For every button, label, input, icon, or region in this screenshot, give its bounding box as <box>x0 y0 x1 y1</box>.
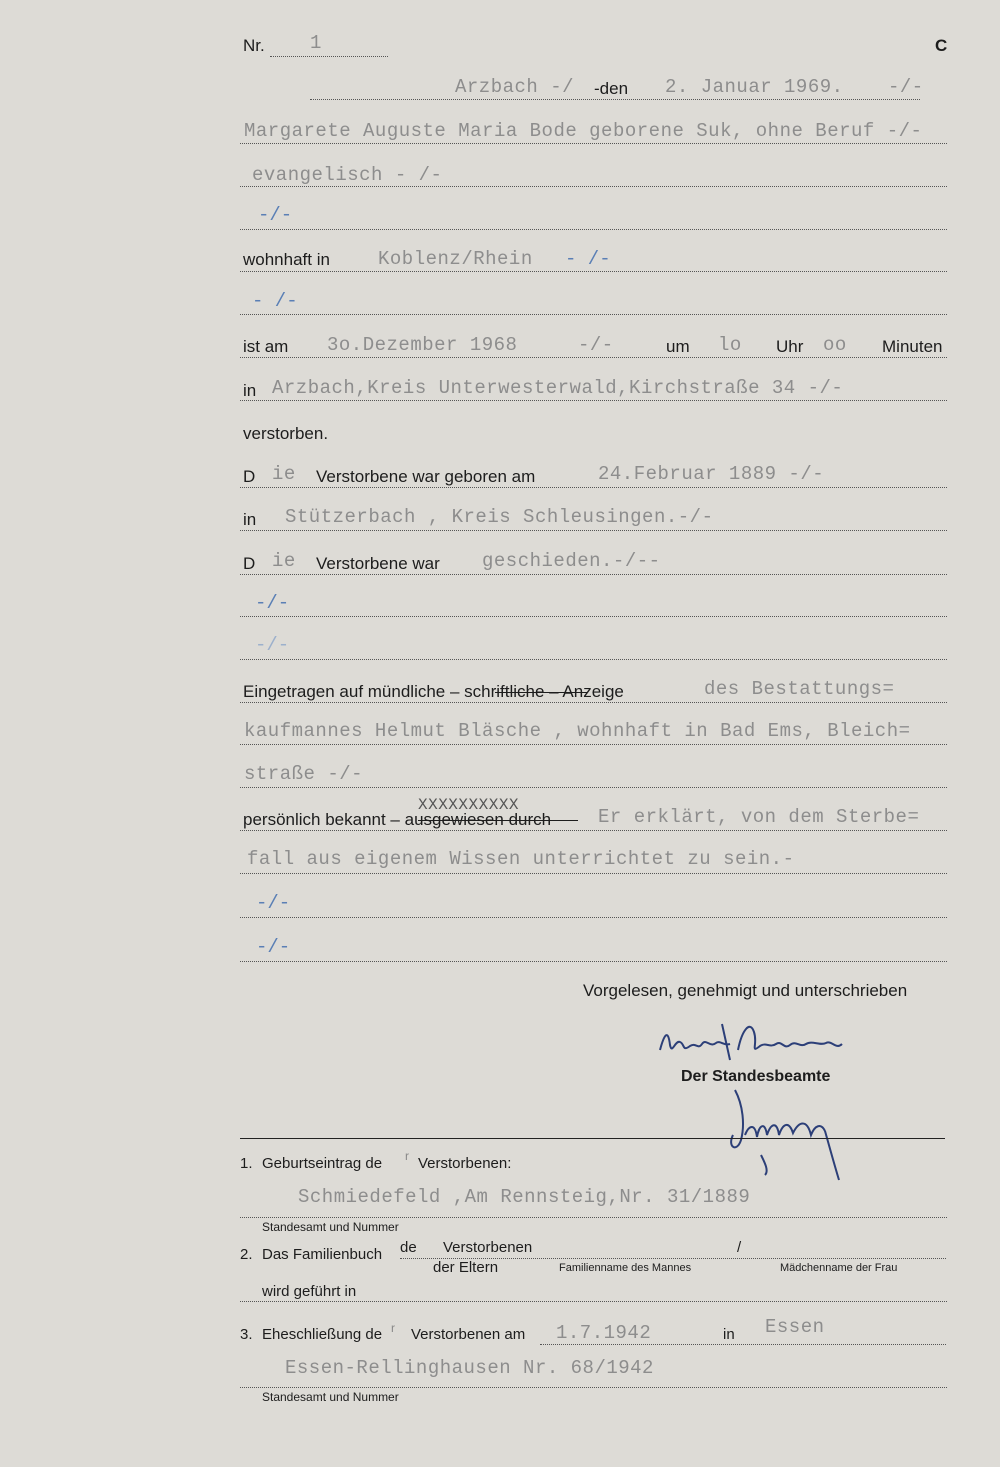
form-letter: C <box>935 36 948 55</box>
vorgelesen-label: Vorgelesen, genehmigt und unterschrieben <box>583 981 908 1000</box>
marriage-entry: Essen-Rellinghausen Nr. 68/1942 <box>285 1357 654 1379</box>
informant-signature <box>650 1010 860 1070</box>
familienbuch-de: de <box>400 1239 417 1256</box>
marriage-date: 1.7.1942 <box>556 1322 652 1344</box>
anzeige-line-1: des Bestattungs= <box>704 678 895 700</box>
death-place: Arzbach,Kreis Unterwesterwald,Kirchstraße 34 -/- <box>272 377 844 399</box>
familienbuch-verstorbenen: Verstorbenen <box>443 1239 533 1256</box>
marital-status: geschieden.-/-- <box>482 550 661 572</box>
marriage-place: Essen <box>765 1316 825 1338</box>
death-hour: lo <box>718 334 742 356</box>
strike-schriftliche <box>495 692 587 693</box>
uhr-label: Uhr <box>776 337 804 356</box>
erklaert-rule-2 <box>240 873 947 874</box>
bekannt-label: persönlich bekannt – ausgewiesen durch <box>243 810 552 829</box>
gefuehrt-label: wird geführt in <box>262 1283 357 1300</box>
person-name: Margarete Auguste Maria Bode geborene Suk, ohne Beruf -/- <box>244 120 923 142</box>
marriage-line <box>540 1344 946 1345</box>
birth-date: 24.Februar 1889 -/- <box>598 463 825 485</box>
um-label: um <box>666 337 690 356</box>
blank-line-6 <box>240 961 947 962</box>
familienbuch-slash: / <box>737 1239 742 1256</box>
ehe-r: r <box>391 1321 395 1335</box>
blank-line-5 <box>240 917 947 918</box>
ehe-in-label: in <box>723 1326 735 1343</box>
nr-value: 1 <box>310 32 322 54</box>
d-label: D <box>243 467 256 486</box>
death-place-line <box>240 400 947 401</box>
anzeige-rule-2 <box>240 744 947 745</box>
death-minutes: oo <box>823 334 847 356</box>
verstorbenen-label-1: Verstorbenen: <box>418 1155 512 1172</box>
ehe-verstorbenen-label: Verstorbenen am <box>411 1326 526 1343</box>
residence: Koblenz/Rhein <box>378 248 533 270</box>
familienname-label: Familienname des Mannes <box>559 1262 692 1274</box>
erklaert-line-2: fall aus eigenem Wissen unterrichtet zu sein.- <box>247 848 795 870</box>
in-label: in <box>243 381 257 400</box>
anzeige-line-3: straße -/- <box>244 763 364 785</box>
maedchenname-label: Mädchenname der Frau <box>780 1262 898 1274</box>
geburtseintrag-r: r <box>405 1149 409 1163</box>
item-2-number: 2. <box>240 1246 253 1263</box>
anzeige-line-2: kaufmannes Helmut Bläsche , wohnhaft in Bad Ems, Bleich= <box>244 720 911 742</box>
nr-label: Nr. <box>243 36 265 55</box>
religion-line <box>240 186 947 187</box>
death-date-dash: -/- <box>578 334 614 356</box>
birth-place: Stützerbach , Kreis Schleusingen.-/- <box>285 506 714 528</box>
birth-in-label: in <box>243 510 257 529</box>
d2-label: D <box>243 554 256 573</box>
blank-mark-5: -/- <box>256 892 291 914</box>
blank-mark-3: -/- <box>255 592 290 614</box>
minuten-label: Minuten <box>882 337 943 356</box>
gefuehrt-line <box>240 1301 947 1302</box>
birth-entry: Schmiedefeld ,Am Rennsteig,Nr. 31/1889 <box>298 1186 751 1208</box>
marriage-entry-line <box>240 1387 947 1388</box>
strike-ausgewiesen <box>418 820 578 821</box>
blank-mark-6: -/- <box>256 936 291 958</box>
standesbeamte-label: Der Standesbeamte <box>681 1068 831 1085</box>
standesamt-label-1: Standesamt und Nummer <box>262 1220 399 1234</box>
wohnhaft-label: wohnhaft in <box>243 250 330 269</box>
blank-mark-4: -/- <box>255 634 290 656</box>
death-time-line <box>240 357 947 358</box>
anzeige-rule-1 <box>240 702 947 703</box>
geburtseintrag-label: Geburtseintrag de <box>262 1155 383 1172</box>
registrar-signature <box>715 1085 845 1185</box>
blank-line-2 <box>240 314 947 315</box>
verstorben-label: verstorben. <box>243 424 329 443</box>
record-date-dash: -/- <box>888 76 924 98</box>
birth-date-line <box>240 487 947 488</box>
xxx-strike: XXXXXXXXXX <box>418 796 520 814</box>
record-date: 2. Januar 1969. <box>665 76 844 98</box>
standesamt-label-2: Standesamt und Nummer <box>262 1390 399 1404</box>
anzeige-rule-3 <box>240 787 947 788</box>
ie2-suffix: ie <box>272 550 296 572</box>
blank-line-4 <box>240 659 947 660</box>
blank-mark-1: -/- <box>258 204 293 226</box>
item-1-number: 1. <box>240 1155 253 1172</box>
date-line <box>310 99 920 100</box>
geboren-label: Verstorbene war geboren am <box>316 467 536 486</box>
blank-mark-2: - /- <box>252 290 298 312</box>
residence-line <box>240 271 947 272</box>
war-label: Verstorbene war <box>316 554 440 573</box>
den-label: -den <box>594 79 629 98</box>
person-line <box>240 143 947 144</box>
birth-entry-line <box>240 1217 947 1218</box>
signature-rule <box>240 1138 945 1139</box>
erklaert-rule-1 <box>240 830 947 831</box>
death-date: 3o.Dezember 1968 <box>327 334 518 356</box>
familienbuch-label: Das Familienbuch <box>262 1246 383 1263</box>
item-3-number: 3. <box>240 1326 253 1343</box>
place-date: Arzbach -/ <box>455 76 575 98</box>
der-eltern-label: der Eltern <box>433 1259 499 1276</box>
erklaert-line-1: Er erklärt, von dem Sterbe= <box>598 806 920 828</box>
blank-line-3 <box>240 616 947 617</box>
birth-place-line <box>240 530 947 531</box>
residence-dash: - /- <box>565 248 611 270</box>
religion: evangelisch - /- <box>252 164 443 186</box>
status-line <box>240 574 947 575</box>
ehe-label: Eheschließung de <box>262 1326 383 1343</box>
ist-am-label: ist am <box>243 337 289 356</box>
eingetragen-label: Eingetragen auf mündliche – schriftliche – Anzeige <box>243 682 624 701</box>
ie-suffix: ie <box>272 463 296 485</box>
blank-line-1 <box>240 229 947 230</box>
nr-line <box>270 56 388 57</box>
